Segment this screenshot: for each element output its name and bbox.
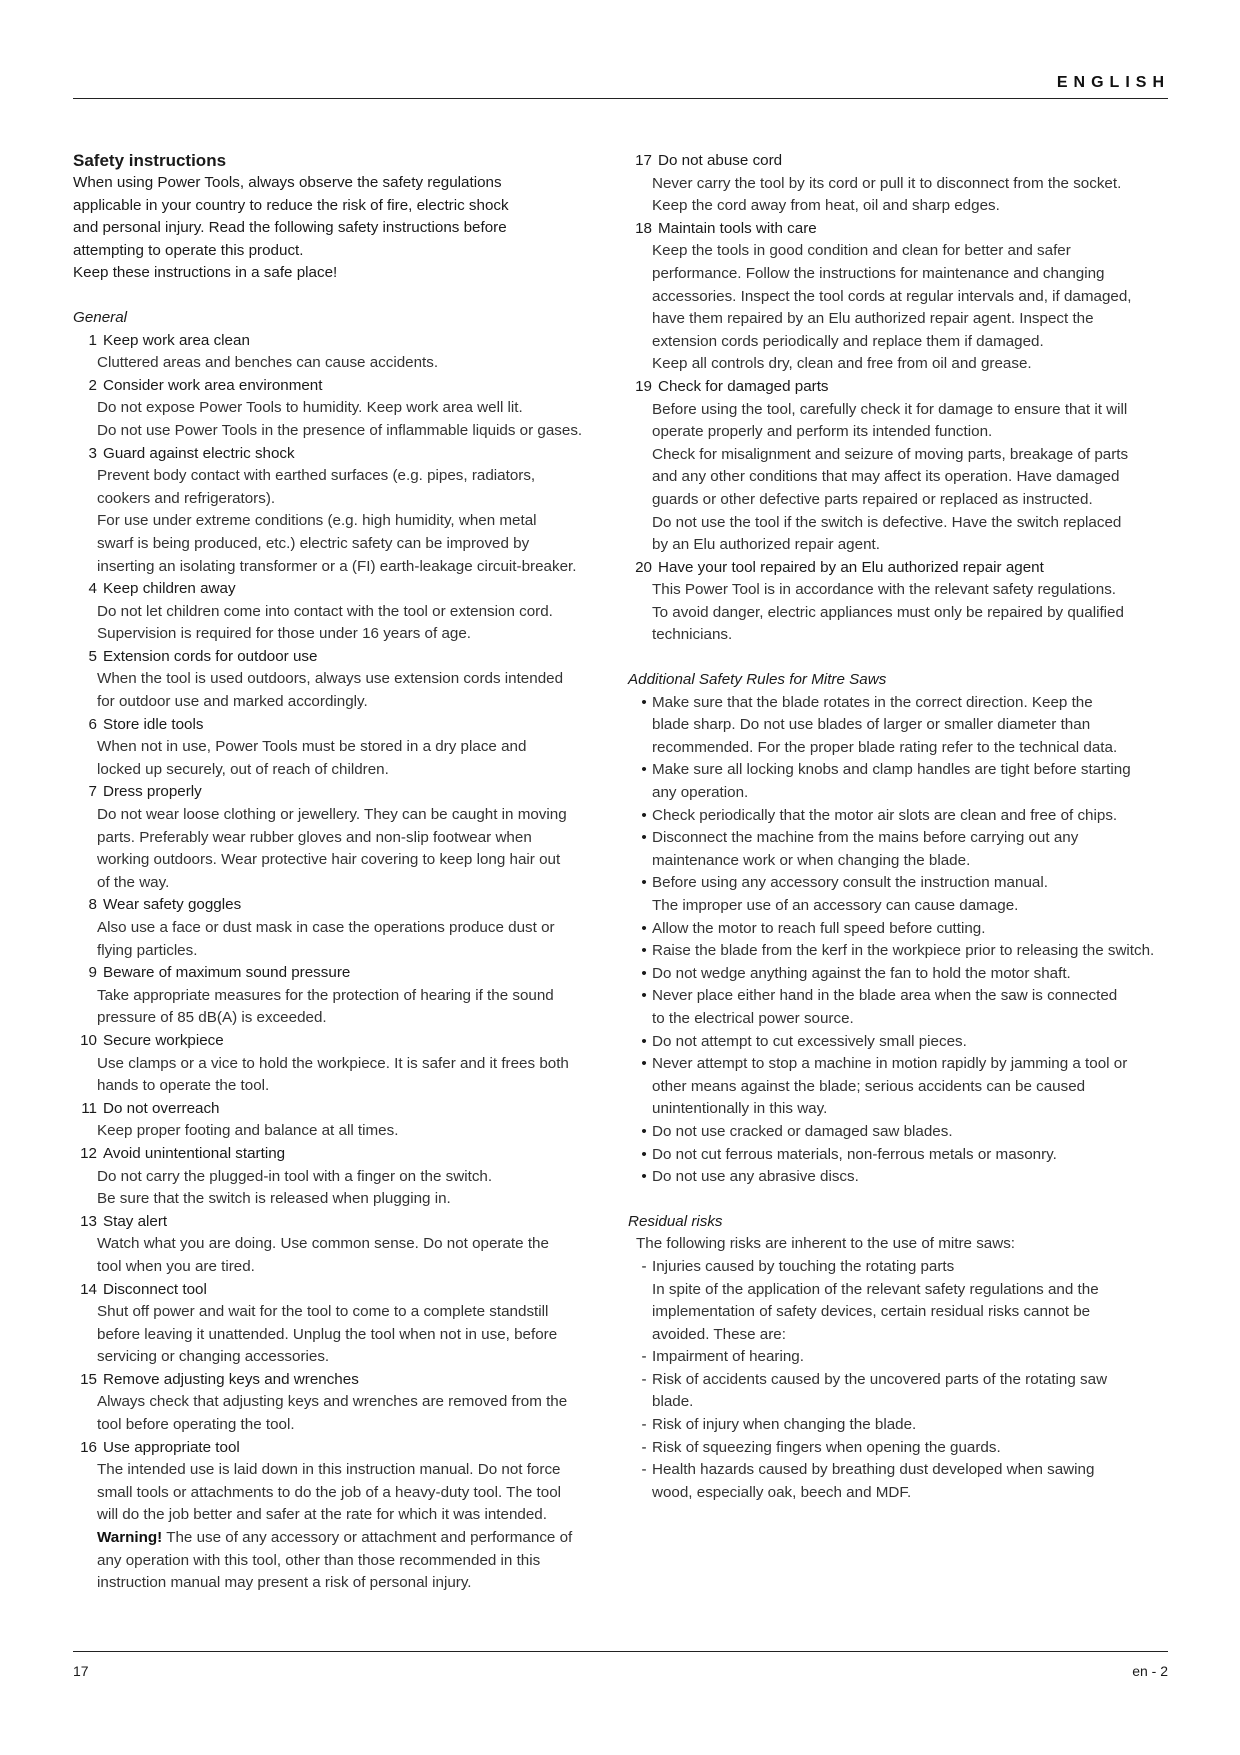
bullet-mark: • (641, 1055, 647, 1073)
dash-item (628, 1346, 1168, 1369)
numbered-item (73, 962, 613, 1030)
bullet-line: Make sure that the blade rotates in the correct direction. Keep the (652, 693, 1093, 711)
general-heading: General (73, 308, 128, 326)
item-title: Dress properly (103, 783, 202, 801)
item-body (628, 173, 1168, 218)
item-heading (73, 714, 613, 737)
intro-line: attempting to operate this product. (73, 241, 304, 259)
item-heading (73, 1369, 613, 1392)
item-body-line: Shut off power and wait for the tool to come to a complete standstill (97, 1303, 549, 1321)
item-body-line: To avoid danger, electric appliances must only be repaired by qualified (652, 603, 1124, 621)
item-body-line: Watch what you are doing. Use common sense. Do not operate the (97, 1235, 549, 1253)
item-title: Stay alert (103, 1212, 168, 1230)
item-heading (73, 894, 613, 917)
item-body-line: working outdoors. Wear protective hair covering to keep long hair out (97, 851, 561, 869)
residual-list (628, 1256, 1168, 1505)
item-body (73, 1233, 613, 1278)
footer-divider (73, 1651, 1168, 1652)
section-title: Safety instructions (73, 151, 227, 170)
item-body (73, 1166, 613, 1211)
residual-intro: The following risks are inherent to the use of mitre saws: (636, 1235, 1016, 1253)
item-heading (73, 1279, 613, 1302)
bullet-text (652, 1053, 1168, 1121)
item-heading (73, 962, 613, 985)
item-body (73, 465, 613, 578)
bullet-line: Never place either hand in the blade area when the saw is connected (652, 987, 1118, 1005)
warning-line: any operation with this tool, other than those recommended in this (97, 1551, 541, 1569)
item-body-line: for outdoor use and marked accordingly. (97, 693, 368, 711)
item-number: 7 (88, 783, 97, 801)
item-heading (628, 557, 1168, 580)
item-heading (628, 376, 1168, 399)
item-body-line: tool before operating the tool. (97, 1416, 295, 1434)
bullet-line: Never attempt to stop a machine in motion rapidly by jamming a tool or (652, 1055, 1128, 1073)
item-body (73, 1459, 613, 1527)
item-body (73, 601, 613, 646)
item-title: Do not abuse cord (658, 152, 783, 169)
item-body-line: When the tool is used outdoors, always use extension cords intended (97, 670, 564, 688)
bullet-mark: • (641, 1168, 647, 1186)
bullet-line: In spite of the application of the relevant safety regulations and the (652, 1280, 1099, 1298)
item-title: Extension cords for outdoor use (103, 647, 318, 665)
item-body-line: inserting an isolating transformer or a (FI) earth-leakage circuit-breaker. (97, 557, 577, 575)
item-body (73, 668, 613, 713)
item-body (73, 397, 613, 442)
item-body-line: flying particles. (97, 941, 198, 959)
bullet-item (628, 1121, 1168, 1144)
language-label: ENGLISH (1056, 74, 1170, 91)
bullet-text (652, 1437, 1168, 1460)
item-title: Disconnect tool (103, 1280, 207, 1298)
bullet-text (652, 963, 1168, 986)
item-body-line: hands to operate the tool. (97, 1077, 270, 1095)
bullet-item (628, 692, 1168, 760)
dash-item (628, 1369, 1168, 1414)
item-body (73, 352, 613, 375)
item-title: Keep work area clean (103, 331, 250, 349)
item-number: 4 (88, 580, 97, 598)
item-body-line: Supervision is required for those under 16 years of age. (97, 625, 471, 643)
item-title: Use appropriate tool (103, 1438, 240, 1456)
bullet-line: Do not wedge anything against the fan to hold the motor shaft. (652, 964, 1071, 982)
numbered-item (73, 375, 613, 443)
bullet-line: blade sharp. Do not use blades of larger or smaller diameter than (652, 716, 1091, 734)
item-body-line: small tools or attachments to do the job of a heavy-duty tool. The tool (97, 1483, 562, 1501)
item-number: 19 (635, 377, 652, 395)
item-body-line: by an Elu authorized repair agent. (652, 536, 880, 554)
page-code: en - 2 (1132, 1663, 1168, 1679)
residual-heading: Residual risks (628, 1212, 723, 1230)
item-body-line: will do the job better and safer at the rate for which it was intended. (97, 1506, 547, 1524)
bullet-item (628, 1144, 1168, 1167)
item-body-line: guards or other defective parts repaired or replaced as instructed. (652, 490, 1093, 508)
bullet-mark: • (641, 1122, 647, 1140)
bullet-item (628, 1166, 1168, 1189)
item-title: Beware of maximum sound pressure (103, 964, 351, 982)
bullet-line: Injuries caused by touching the rotating parts (652, 1257, 955, 1275)
item-body (73, 917, 613, 962)
item-body-line: performance. Follow the instructions for maintenance and changing (652, 264, 1105, 282)
intro-line: Keep these instructions in a safe place! (73, 264, 338, 282)
item-heading (73, 330, 613, 353)
item-number: 3 (88, 444, 97, 462)
bullet-item (628, 805, 1168, 828)
bullet-line: Do not use cracked or damaged saw blades. (652, 1122, 953, 1140)
dash-mark: - (641, 1348, 647, 1366)
item-title: Maintain tools with care (658, 219, 817, 237)
warning-text: The use of any accessory or attachment and performance of (162, 1529, 573, 1547)
numbered-item (628, 218, 1168, 376)
numbered-item (73, 1369, 613, 1437)
bullet-line: other means against the blade; serious accidents can be caused (652, 1077, 1086, 1095)
numbered-item (73, 443, 613, 579)
bullet-item (628, 918, 1168, 941)
item-body-line: cookers and refrigerators). (97, 489, 276, 507)
item-title: Wear safety goggles (103, 896, 242, 914)
bullet-line: Allow the motor to reach full speed before cutting. (652, 919, 986, 937)
bullet-line: Risk of squeezing fingers when opening the guards. (652, 1438, 1001, 1456)
item-body-line: parts. Preferably wear rubber gloves and non-slip footwear when (97, 828, 532, 846)
mitre-bullet-list (628, 692, 1168, 1189)
item-title: Keep children away (103, 580, 236, 598)
bullet-text (652, 1256, 1168, 1346)
bullet-line: unintentionally in this way. (652, 1100, 828, 1118)
item-body-line: Do not let children come into contact with the tool or extension cord. (97, 602, 553, 620)
bullet-line: Health hazards caused by breathing dust developed when sawing (652, 1461, 1095, 1479)
item-body-line: have them repaired by an Elu authorized repair agent. Inspect the (652, 310, 1094, 328)
dash-mark: - (641, 1370, 647, 1388)
item-heading (73, 781, 613, 804)
item-body-line: Do not use the tool if the switch is defective. Have the switch replaced (652, 513, 1122, 531)
dash-mark: - (641, 1257, 647, 1275)
bullet-line: recommended. For the proper blade rating refer to the technical data. (652, 738, 1118, 756)
intro-line: and personal injury. Read the following safety instructions before (73, 219, 507, 237)
bullet-item (628, 827, 1168, 872)
bullet-mark: • (641, 874, 647, 892)
item-body-line: Use clamps or a vice to hold the workpiece. It is safer and it frees both (97, 1054, 569, 1072)
item-number: 17 (635, 152, 652, 169)
bullet-text (652, 872, 1168, 917)
item-heading (628, 218, 1168, 241)
bullet-line: implementation of safety devices, certain residual risks cannot be (652, 1303, 1091, 1321)
bullet-text (652, 918, 1168, 941)
numbered-item (73, 1143, 613, 1211)
bullet-mark: • (641, 693, 647, 711)
numbered-item (628, 376, 1168, 557)
bullet-text (652, 1121, 1168, 1144)
dash-item (628, 1414, 1168, 1437)
dash-item (628, 1437, 1168, 1460)
bullet-line: blade. (652, 1393, 694, 1411)
numbered-item (73, 1437, 613, 1527)
item-body (73, 736, 613, 781)
item-heading (73, 646, 613, 669)
bullet-line: Risk of accidents caused by the uncovered parts of the rotating saw (652, 1370, 1108, 1388)
numbered-item (73, 330, 613, 375)
item-number: 13 (80, 1212, 97, 1230)
item-title: Check for damaged parts (658, 377, 829, 395)
item-title: Avoid unintentional starting (103, 1144, 286, 1162)
bullet-mark: • (641, 987, 647, 1005)
bullet-line: Do not cut ferrous materials, non-ferrous metals or masonry. (652, 1145, 1057, 1163)
bullet-line: maintenance work or when changing the blade. (652, 851, 971, 869)
bullet-mark: • (641, 1145, 647, 1163)
item-heading (628, 150, 1168, 173)
bullet-text (652, 759, 1168, 804)
item-body (73, 1301, 613, 1369)
item-number: 8 (88, 896, 97, 914)
bullet-mark: • (641, 829, 647, 847)
item-title: Have your tool repaired by an Elu authorized repair agent (658, 558, 1044, 576)
item-title: Secure workpiece (103, 1031, 224, 1049)
item-body-line: When not in use, Power Tools must be stored in a dry place and (97, 738, 527, 756)
item-body (73, 1120, 613, 1143)
care-list (628, 150, 1168, 647)
item-body-line: Keep all controls dry, clean and free from oil and grease. (652, 355, 1032, 373)
item-title: Consider work area environment (103, 376, 323, 394)
item-body-line: Never carry the tool by its cord or pull it to disconnect from the socket. (652, 174, 1122, 192)
item-body (73, 804, 613, 894)
bullet-line: any operation. (652, 784, 749, 802)
bullet-line: to the electrical power source. (652, 1009, 854, 1027)
bullet-line: Raise the blade from the kerf in the workpiece prior to releasing the switch. (652, 942, 1155, 960)
bullet-text (652, 827, 1168, 872)
bullet-text (652, 1031, 1168, 1054)
numbered-item (628, 557, 1168, 647)
numbered-item (73, 894, 613, 962)
page-number: 17 (73, 1663, 89, 1679)
bullet-mark: • (641, 942, 647, 960)
intro-line: applicable in your country to reduce the risk of fire, electric shock (73, 196, 509, 214)
dash-item (628, 1459, 1168, 1504)
right-column (628, 150, 1168, 1504)
item-body-line: Be sure that the switch is released when plugging in. (97, 1190, 451, 1208)
item-body (73, 985, 613, 1030)
item-title: Store idle tools (103, 715, 204, 733)
bullet-line: wood, especially oak, beech and MDF. (652, 1483, 912, 1501)
item-body-line: This Power Tool is in accordance with the relevant safety regulations. (652, 581, 1117, 599)
item-body (628, 579, 1168, 647)
item-body-line: For use under extreme conditions (e.g. high humidity, when metal (97, 512, 537, 530)
item-number: 20 (635, 558, 652, 576)
bullet-item (628, 940, 1168, 963)
bullet-line: Risk of injury when changing the blade. (652, 1416, 917, 1434)
dash-item (628, 1256, 1168, 1346)
bullet-line: Check periodically that the motor air slots are clean and free of chips. (652, 806, 1118, 824)
item-number: 18 (635, 219, 652, 237)
item-body-line: Check for misalignment and seizure of moving parts, breakage of parts (652, 445, 1129, 463)
bullet-line: The improper use of an accessory can cause damage. (652, 897, 1019, 914)
item-body-line: Do not carry the plugged-in tool with a finger on the switch. (97, 1167, 493, 1185)
warning-line: instruction manual may present a risk of personal injury. (97, 1574, 472, 1592)
item-body-line: technicians. (652, 626, 733, 644)
item-heading (73, 443, 613, 466)
item-body-line: locked up securely, out of reach of children. (97, 760, 389, 778)
bullet-line: Impairment of hearing. (652, 1348, 804, 1366)
dash-mark: - (641, 1416, 647, 1434)
item-heading (73, 1098, 613, 1121)
bullet-text (652, 985, 1168, 1030)
bullet-text (652, 692, 1168, 760)
item-body (73, 1391, 613, 1436)
item-number: 15 (80, 1370, 97, 1388)
item-heading (73, 578, 613, 601)
item-heading (73, 1437, 613, 1460)
numbered-item (73, 1279, 613, 1369)
bullet-line: Make sure all locking knobs and clamp handles are tight before starting (652, 761, 1131, 779)
item-heading (73, 1211, 613, 1234)
bullet-text (652, 1369, 1168, 1414)
item-body-line: pressure of 85 dB(A) is exceeded. (97, 1009, 327, 1027)
bullet-text (652, 1346, 1168, 1369)
numbered-item (628, 150, 1168, 218)
warning-line (97, 1527, 613, 1550)
item-body-line: before leaving it unattended. Unplug the tool when not in use, before (97, 1325, 558, 1343)
item-body-line: tool when you are tired. (97, 1257, 255, 1275)
item-number: 6 (88, 715, 97, 733)
item-number: 9 (88, 964, 97, 982)
item-body (628, 399, 1168, 557)
item-body-line: Do not use Power Tools in the presence of inflammable liquids or gases. (97, 421, 583, 439)
mitre-heading: Additional Safety Rules for Mitre Saws (628, 671, 887, 689)
item-body-line: Do not expose Power Tools to humidity. Keep work area well lit. (97, 399, 523, 417)
item-body (73, 1053, 613, 1098)
bullet-mark: • (641, 919, 647, 937)
bullet-item (628, 985, 1168, 1030)
bullet-line: avoided. These are: (652, 1325, 786, 1343)
header-divider (73, 98, 1168, 99)
item-heading (73, 1143, 613, 1166)
item-number: 12 (80, 1144, 97, 1162)
item-body-line: swarf is being produced, etc.) electric safety can be improved by (97, 534, 530, 552)
bullet-mark: • (641, 1032, 647, 1050)
bullet-line: Disconnect the machine from the mains before carrying out any (652, 829, 1079, 847)
item-number: 16 (80, 1438, 97, 1456)
item-body-line: The intended use is laid down in this instruction manual. Do not force (97, 1461, 561, 1479)
item-body-line: Prevent body contact with earthed surfaces (e.g. pipes, radiators, (97, 467, 536, 485)
item-body-line: servicing or changing accessories. (97, 1348, 330, 1366)
numbered-item (73, 1211, 613, 1279)
item-body-line: Keep the cord away from heat, oil and sharp edges. (652, 197, 1000, 215)
warning-note (73, 1527, 613, 1595)
item-body-line: of the way. (97, 873, 170, 891)
bullet-text (652, 1166, 1168, 1189)
bullet-text (652, 1144, 1168, 1167)
bullet-text (652, 805, 1168, 828)
item-body-line: operate properly and perform its intended function. (652, 423, 993, 441)
item-body-line: and any other conditions that may affect its operation. Have damaged (652, 468, 1120, 486)
item-body-line: Take appropriate measures for the protection of hearing if the sound (97, 986, 554, 1004)
bullet-item (628, 759, 1168, 804)
bullet-item (628, 872, 1168, 917)
numbered-item (73, 578, 613, 646)
item-body-line: Keep proper footing and balance at all times. (97, 1122, 399, 1140)
item-number: 11 (81, 1099, 97, 1117)
item-body (628, 240, 1168, 376)
item-number: 2 (88, 376, 97, 394)
item-body-line: Also use a face or dust mask in case the operations produce dust or (97, 919, 555, 936)
general-list (73, 330, 613, 1527)
item-number: 5 (88, 647, 97, 665)
bullet-mark: • (641, 806, 647, 824)
item-body-line: Do not wear loose clothing or jewellery. They can be caught in moving (97, 806, 567, 824)
item-title: Do not overreach (103, 1099, 220, 1117)
numbered-item (73, 714, 613, 782)
bullet-line: Do not use any abrasive discs. (652, 1168, 859, 1186)
item-body-line: extension cords periodically and replace them if damaged. (652, 332, 1044, 350)
item-heading (73, 1030, 613, 1053)
item-number: 1 (88, 331, 97, 349)
item-body-line: Cluttered areas and benches can cause accidents. (97, 354, 439, 372)
warning-label: Warning! (97, 1529, 163, 1547)
bullet-line: Do not attempt to cut excessively small pieces. (652, 1032, 967, 1050)
bullet-item (628, 963, 1168, 986)
numbered-item (73, 1098, 613, 1143)
bullet-line: Before using any accessory consult the instruction manual. (652, 874, 1048, 892)
item-heading (73, 375, 613, 398)
bullet-mark: • (641, 964, 647, 982)
item-body-line: Before using the tool, carefully check it for damage to ensure that it will (652, 400, 1128, 418)
item-body-line: accessories. Inspect the tool cords at regular intervals and, if damaged, (652, 287, 1132, 305)
item-title: Guard against electric shock (103, 444, 295, 462)
bullet-text (652, 940, 1168, 963)
left-column (73, 150, 613, 1595)
numbered-item (73, 1030, 613, 1098)
item-number: 14 (80, 1280, 97, 1298)
bullet-mark: • (641, 761, 647, 779)
bullet-item (628, 1031, 1168, 1054)
item-body-line: Always check that adjusting keys and wrenches are removed from the (97, 1393, 568, 1411)
numbered-item (73, 781, 613, 894)
intro-paragraph (73, 172, 613, 285)
intro-line: When using Power Tools, always observe the safety regulations (73, 174, 502, 191)
numbered-item (73, 646, 613, 714)
item-body-line: Keep the tools in good condition and clean for better and safer (652, 242, 1071, 260)
item-title: Remove adjusting keys and wrenches (103, 1370, 359, 1388)
dash-mark: - (641, 1438, 647, 1456)
bullet-text (652, 1414, 1168, 1437)
bullet-text (652, 1459, 1168, 1504)
bullet-item (628, 1053, 1168, 1121)
item-number: 10 (80, 1031, 97, 1049)
dash-mark: - (641, 1461, 647, 1479)
